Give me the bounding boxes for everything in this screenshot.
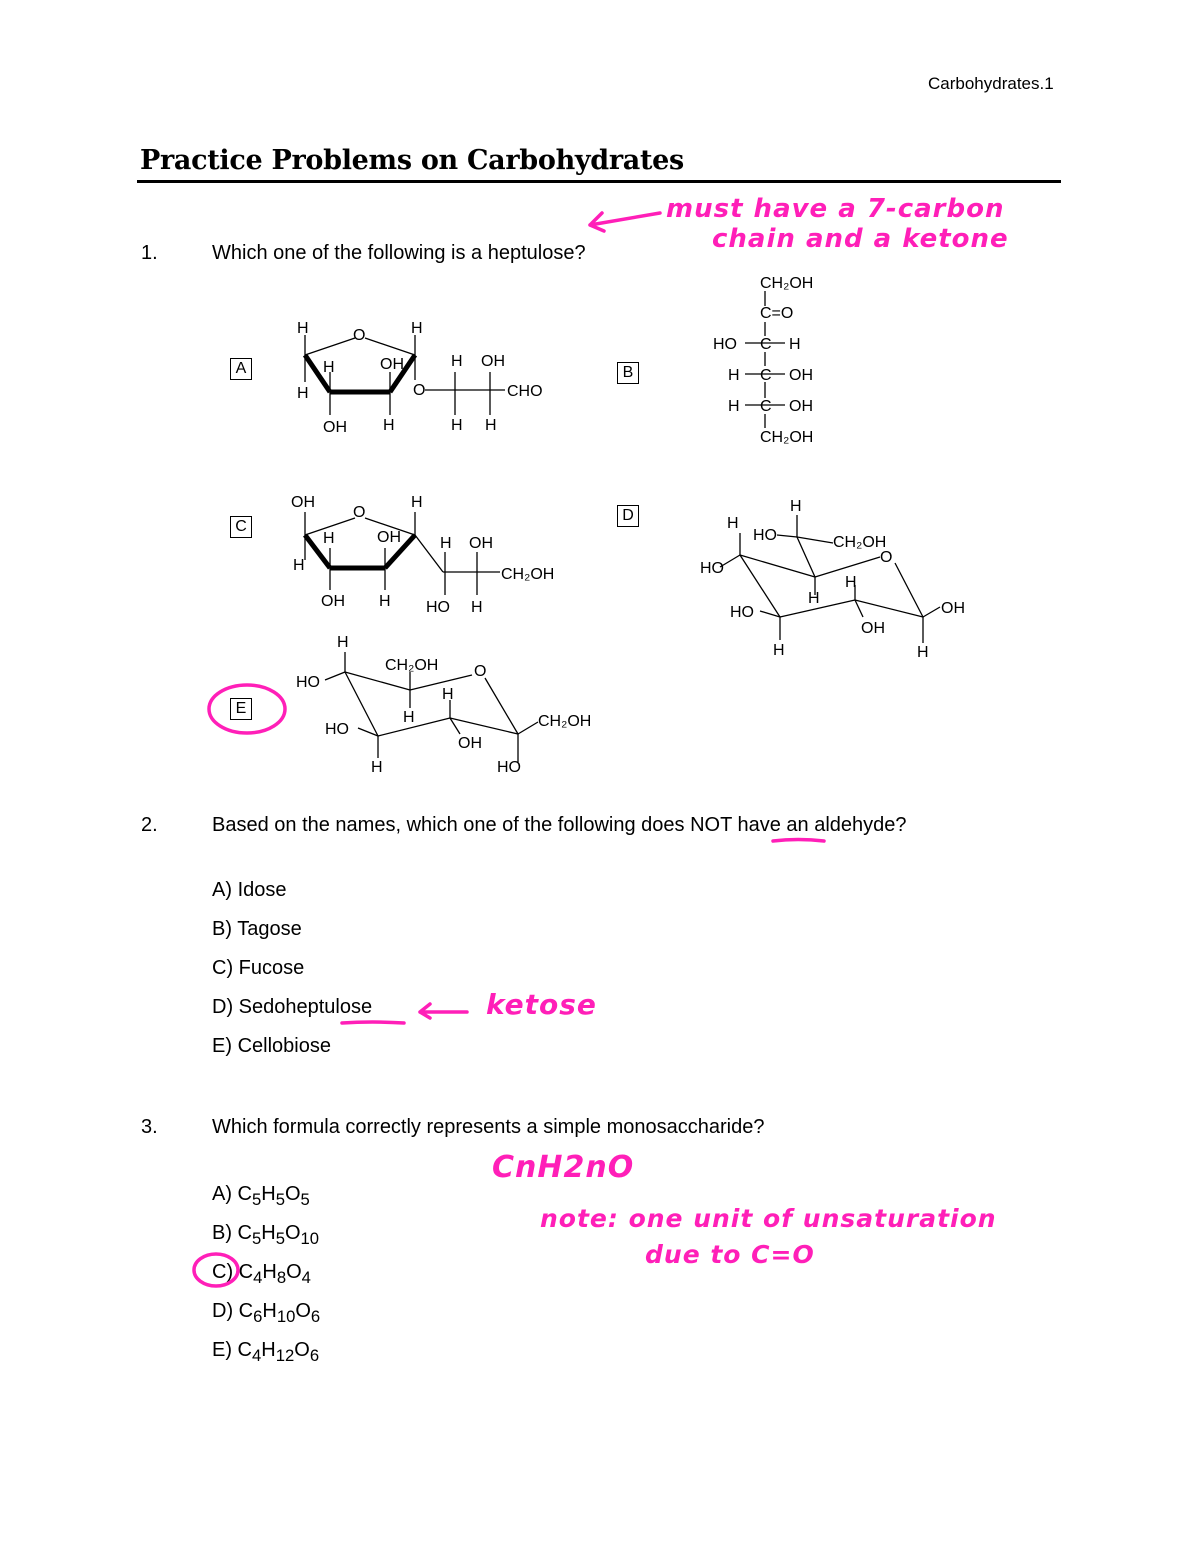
- q1-label-e: E: [230, 698, 252, 720]
- svg-text:H: H: [379, 593, 391, 610]
- q2-option-d: [212, 996, 372, 1019]
- annotation-circle-e: [205, 682, 289, 738]
- svg-text:H: H: [371, 759, 383, 776]
- svg-text:HO: HO: [700, 560, 724, 577]
- q2-text: [212, 814, 907, 837]
- svg-text:H: H: [323, 359, 335, 376]
- svg-text:H: H: [323, 530, 335, 547]
- q2-option-e-text: Cellobiose: [237, 1035, 331, 1057]
- q3-option-b: B) $C_5H_5O_{10}$: [212, 1222, 320, 1248]
- q2-text-emph: NOT: [690, 814, 732, 836]
- annotation-top-line2: chain and a ketone: [712, 224, 1009, 254]
- svg-text:H: H: [808, 590, 820, 607]
- svg-text:HO: HO: [497, 759, 521, 776]
- annotation-formula: CnH2nO: [492, 1150, 635, 1185]
- page-header-label: Carbohydrates.1: [928, 74, 1054, 93]
- svg-text:CH₂OH: CH₂OH: [501, 566, 555, 583]
- annotation-top-line1: must have a 7-carbon: [666, 194, 1005, 224]
- svg-text:OH: OH: [377, 529, 401, 546]
- structure-d: [695, 495, 985, 665]
- annotation-ketose: ketose: [486, 988, 597, 1021]
- svg-text:H: H: [297, 320, 309, 337]
- svg-text:C=O: C=O: [760, 305, 794, 322]
- svg-text:H: H: [789, 336, 801, 353]
- structure-e: [290, 630, 610, 780]
- svg-text:H: H: [383, 417, 395, 434]
- q2-option-c-letter: C): [212, 957, 234, 979]
- q3-option-a-letter: A): [212, 1183, 232, 1205]
- q3-number: 3.: [141, 1116, 158, 1138]
- svg-text:O: O: [413, 382, 426, 399]
- svg-text:O: O: [353, 504, 366, 521]
- svg-text:OH: OH: [291, 494, 315, 511]
- q3-option-b-letter: B): [212, 1222, 232, 1244]
- svg-text:OH: OH: [861, 620, 885, 637]
- svg-text:H: H: [790, 498, 802, 515]
- q2-option-b: [212, 918, 302, 941]
- svg-text:OH: OH: [458, 735, 482, 752]
- annotation-note-line1: note: one unit of unsaturation: [540, 1204, 997, 1233]
- svg-text:H: H: [451, 353, 463, 370]
- svg-text:CH₂OH: CH₂OH: [385, 657, 439, 674]
- svg-text:CH₂OH: CH₂OH: [760, 429, 814, 446]
- structure-b: [705, 268, 855, 453]
- structure-a: [285, 310, 565, 440]
- q2-option-b-text: Tagose: [237, 918, 302, 940]
- q2-option-a-letter: A): [212, 879, 232, 901]
- q2-option-e: [212, 1035, 331, 1058]
- svg-text:C: C: [760, 336, 772, 353]
- svg-text:OH: OH: [481, 353, 505, 370]
- svg-text:H: H: [440, 535, 452, 552]
- annotation-note-line2: due to C=O: [645, 1240, 815, 1269]
- page-title: Practice Problems on Carbohydrates: [140, 145, 684, 176]
- svg-text:H: H: [917, 644, 929, 661]
- q2-option-c: [212, 957, 304, 980]
- svg-text:OH: OH: [469, 535, 493, 552]
- svg-text:CH₂OH: CH₂OH: [833, 534, 887, 551]
- q1-text: Which one of the following is a heptulose?: [212, 242, 586, 264]
- q3-option-a: A) $C_5H_5O_5$: [212, 1183, 310, 1209]
- q3-option-c: C) $C_4H_8O_4$: [212, 1261, 311, 1287]
- q1-label-a: A: [230, 358, 252, 380]
- svg-text:C: C: [760, 398, 772, 415]
- q2-option-b-letter: B): [212, 918, 232, 940]
- svg-text:HO: HO: [730, 604, 754, 621]
- q1-label-d: D: [617, 505, 639, 527]
- q2-number: 2.: [141, 814, 158, 836]
- svg-text:H: H: [411, 320, 423, 337]
- svg-text:H: H: [442, 686, 454, 703]
- svg-text:H: H: [728, 367, 740, 384]
- svg-text:H: H: [451, 417, 463, 434]
- annotation-underline-ulose: [338, 1018, 408, 1028]
- svg-text:HO: HO: [753, 527, 777, 544]
- q3-option-d-letter: D): [212, 1300, 234, 1322]
- svg-text:H: H: [411, 494, 423, 511]
- q2-text-before: Based on the names, which one of the following does: [212, 814, 691, 836]
- q1-label-b: B: [617, 362, 639, 384]
- q3-option-c-letter: C): [212, 1261, 234, 1283]
- svg-text:OH: OH: [789, 367, 813, 384]
- svg-text:CH₂OH: CH₂OH: [538, 713, 592, 730]
- svg-text:O: O: [353, 327, 366, 344]
- svg-text:H: H: [471, 599, 483, 616]
- q2-option-c-text: Fucose: [238, 957, 305, 979]
- annotation-arrow-ketose: [412, 998, 472, 1024]
- svg-text:H: H: [845, 574, 857, 591]
- svg-text:H: H: [727, 515, 739, 532]
- svg-text:OH: OH: [321, 593, 345, 610]
- svg-text:H: H: [485, 417, 497, 434]
- svg-text:O: O: [474, 663, 487, 680]
- q2-option-a: [212, 879, 287, 902]
- svg-text:H: H: [728, 398, 740, 415]
- svg-text:H: H: [403, 709, 415, 726]
- q3-option-d: D) $C_6H_{10}O_6$: [212, 1300, 321, 1326]
- q3-text: Which formula correctly represents a simple monosaccharide?: [212, 1116, 765, 1138]
- svg-text:C: C: [760, 367, 772, 384]
- q2-option-a-text: Idose: [237, 879, 287, 901]
- svg-text:OH: OH: [323, 419, 347, 436]
- svg-text:CH₂OH: CH₂OH: [760, 275, 814, 292]
- svg-text:CHO: CHO: [507, 383, 543, 400]
- svg-text:HO: HO: [713, 336, 737, 353]
- svg-text:H: H: [297, 385, 309, 402]
- annotation-underline-not: [770, 836, 828, 846]
- title-rule: [137, 180, 1061, 183]
- q3-option-e-letter: E): [212, 1339, 232, 1361]
- q2-option-d-letter: D): [212, 996, 234, 1018]
- q1-label-c: C: [230, 516, 252, 538]
- svg-text:H: H: [293, 557, 305, 574]
- q2-option-d-text: Sedoheptulose: [238, 996, 373, 1018]
- svg-text:OH: OH: [789, 398, 813, 415]
- svg-text:O: O: [880, 549, 893, 566]
- q1-number: 1.: [141, 242, 158, 264]
- svg-text:OH: OH: [941, 600, 965, 617]
- svg-text:HO: HO: [296, 674, 320, 691]
- svg-text:OH: OH: [380, 356, 404, 373]
- q3-option-e: E) $C_4H_{12}O_6$: [212, 1339, 320, 1365]
- structure-c: [285, 490, 575, 620]
- svg-text:H: H: [337, 634, 349, 651]
- svg-text:HO: HO: [325, 721, 349, 738]
- q2-text-after: have an aldehyde?: [731, 814, 907, 836]
- svg-text:H: H: [773, 642, 785, 659]
- annotation-circle-c: [190, 1250, 246, 1290]
- svg-text:HO: HO: [426, 599, 450, 616]
- q2-option-e-letter: E): [212, 1035, 232, 1057]
